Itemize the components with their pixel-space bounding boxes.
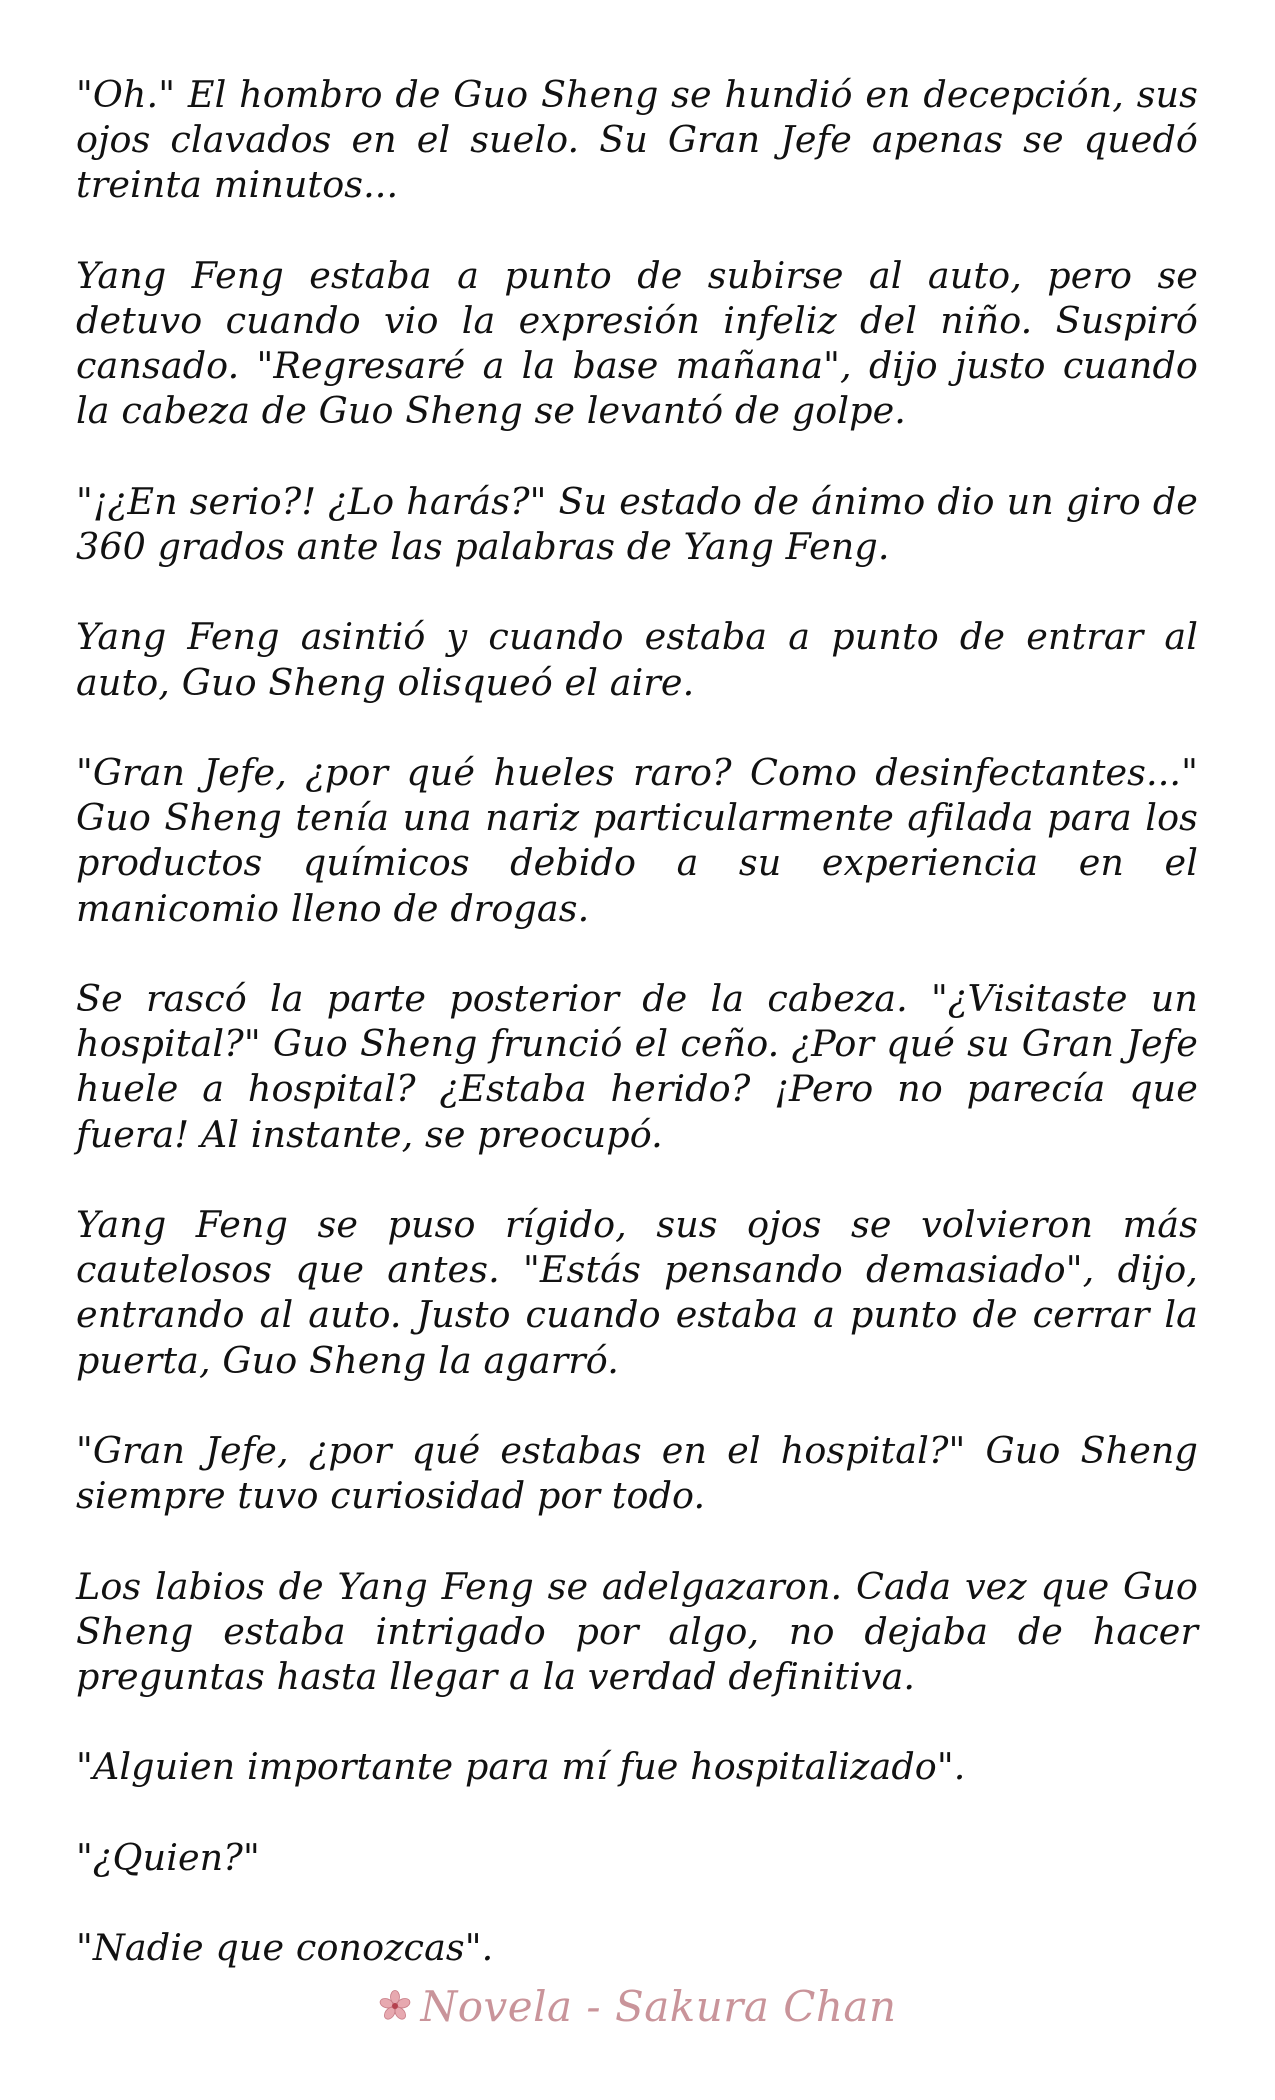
document-body <box>76 72 1198 1970</box>
paragraph-12: "Nadie que conozcas". <box>76 1926 494 1970</box>
watermark-text: Novela - Sakura Chan <box>420 1981 897 2031</box>
paragraph-10: "Alguien importante para mí fue hospitalizado". <box>76 1745 966 1789</box>
paragraph-2: Yang Feng estaba a punto de subirse al auto, pero se detuvo cuando vio la expresión infeliz del niño. Suspiró cansado. "Regresaré a la base mañana", dijo justo cuando la cabeza de Guo Sheng se levantó de golpe. <box>76 253 1198 433</box>
paragraph-8: "Gran Jefe, ¿por qué estabas en el hospital?" Guo Sheng siempre tuvo curiosidad por todo. <box>76 1428 1198 1518</box>
paragraph-11: "¿Quien?" <box>76 1835 260 1879</box>
sakura-flower-icon <box>378 1989 412 2023</box>
paragraph-6: Se rascó la parte posterior de la cabeza. "¿Visitaste un hospital?" Guo Sheng frunció el ceño. ¿Por qué su Gran Jefe huele a hospital? ¿Estaba herido? ¡Pero no parecía que fuera! Al instante, se preocupó. <box>76 976 1198 1156</box>
paragraph-7: Yang Feng se puso rígido, sus ojos se volvieron más cautelosos que antes. "Estás pensando demasiado", dijo, entrando al auto. Justo cuando estaba a punto de cerrar la puerta, Guo Sheng la agarró. <box>76 1202 1198 1382</box>
paragraph-3: "¡¿En serio?! ¿Lo harás?" Su estado de ánimo dio un giro de 360 grados ante las palabras de Yang Feng. <box>76 479 1198 568</box>
paragraph-4: Yang Feng asintió y cuando estaba a punto de entrar al auto, Guo Sheng olisqueó el aire. <box>76 615 1198 704</box>
paragraph-1: "Oh." El hombro de Guo Sheng se hundió en decepción, sus ojos clavados en el suelo. Su Gran Jefe apenas se quedó treinta minutos... <box>76 73 1198 207</box>
paragraph-5: "Gran Jefe, ¿por qué hueles raro? Como desinfectantes..." Guo Sheng tenía una nariz particularmente afilada para los productos químicos debido a su experiencia en el manicomio lleno de drogas. <box>76 750 1198 930</box>
paragraph-9: Los labios de Yang Feng se adelgazaron. Cada vez que Guo Sheng estaba intrigado por algo, no dejaba de hacer preguntas hasta llegar a la verdad definitiva. <box>76 1564 1198 1698</box>
watermark <box>0 1976 1275 2036</box>
